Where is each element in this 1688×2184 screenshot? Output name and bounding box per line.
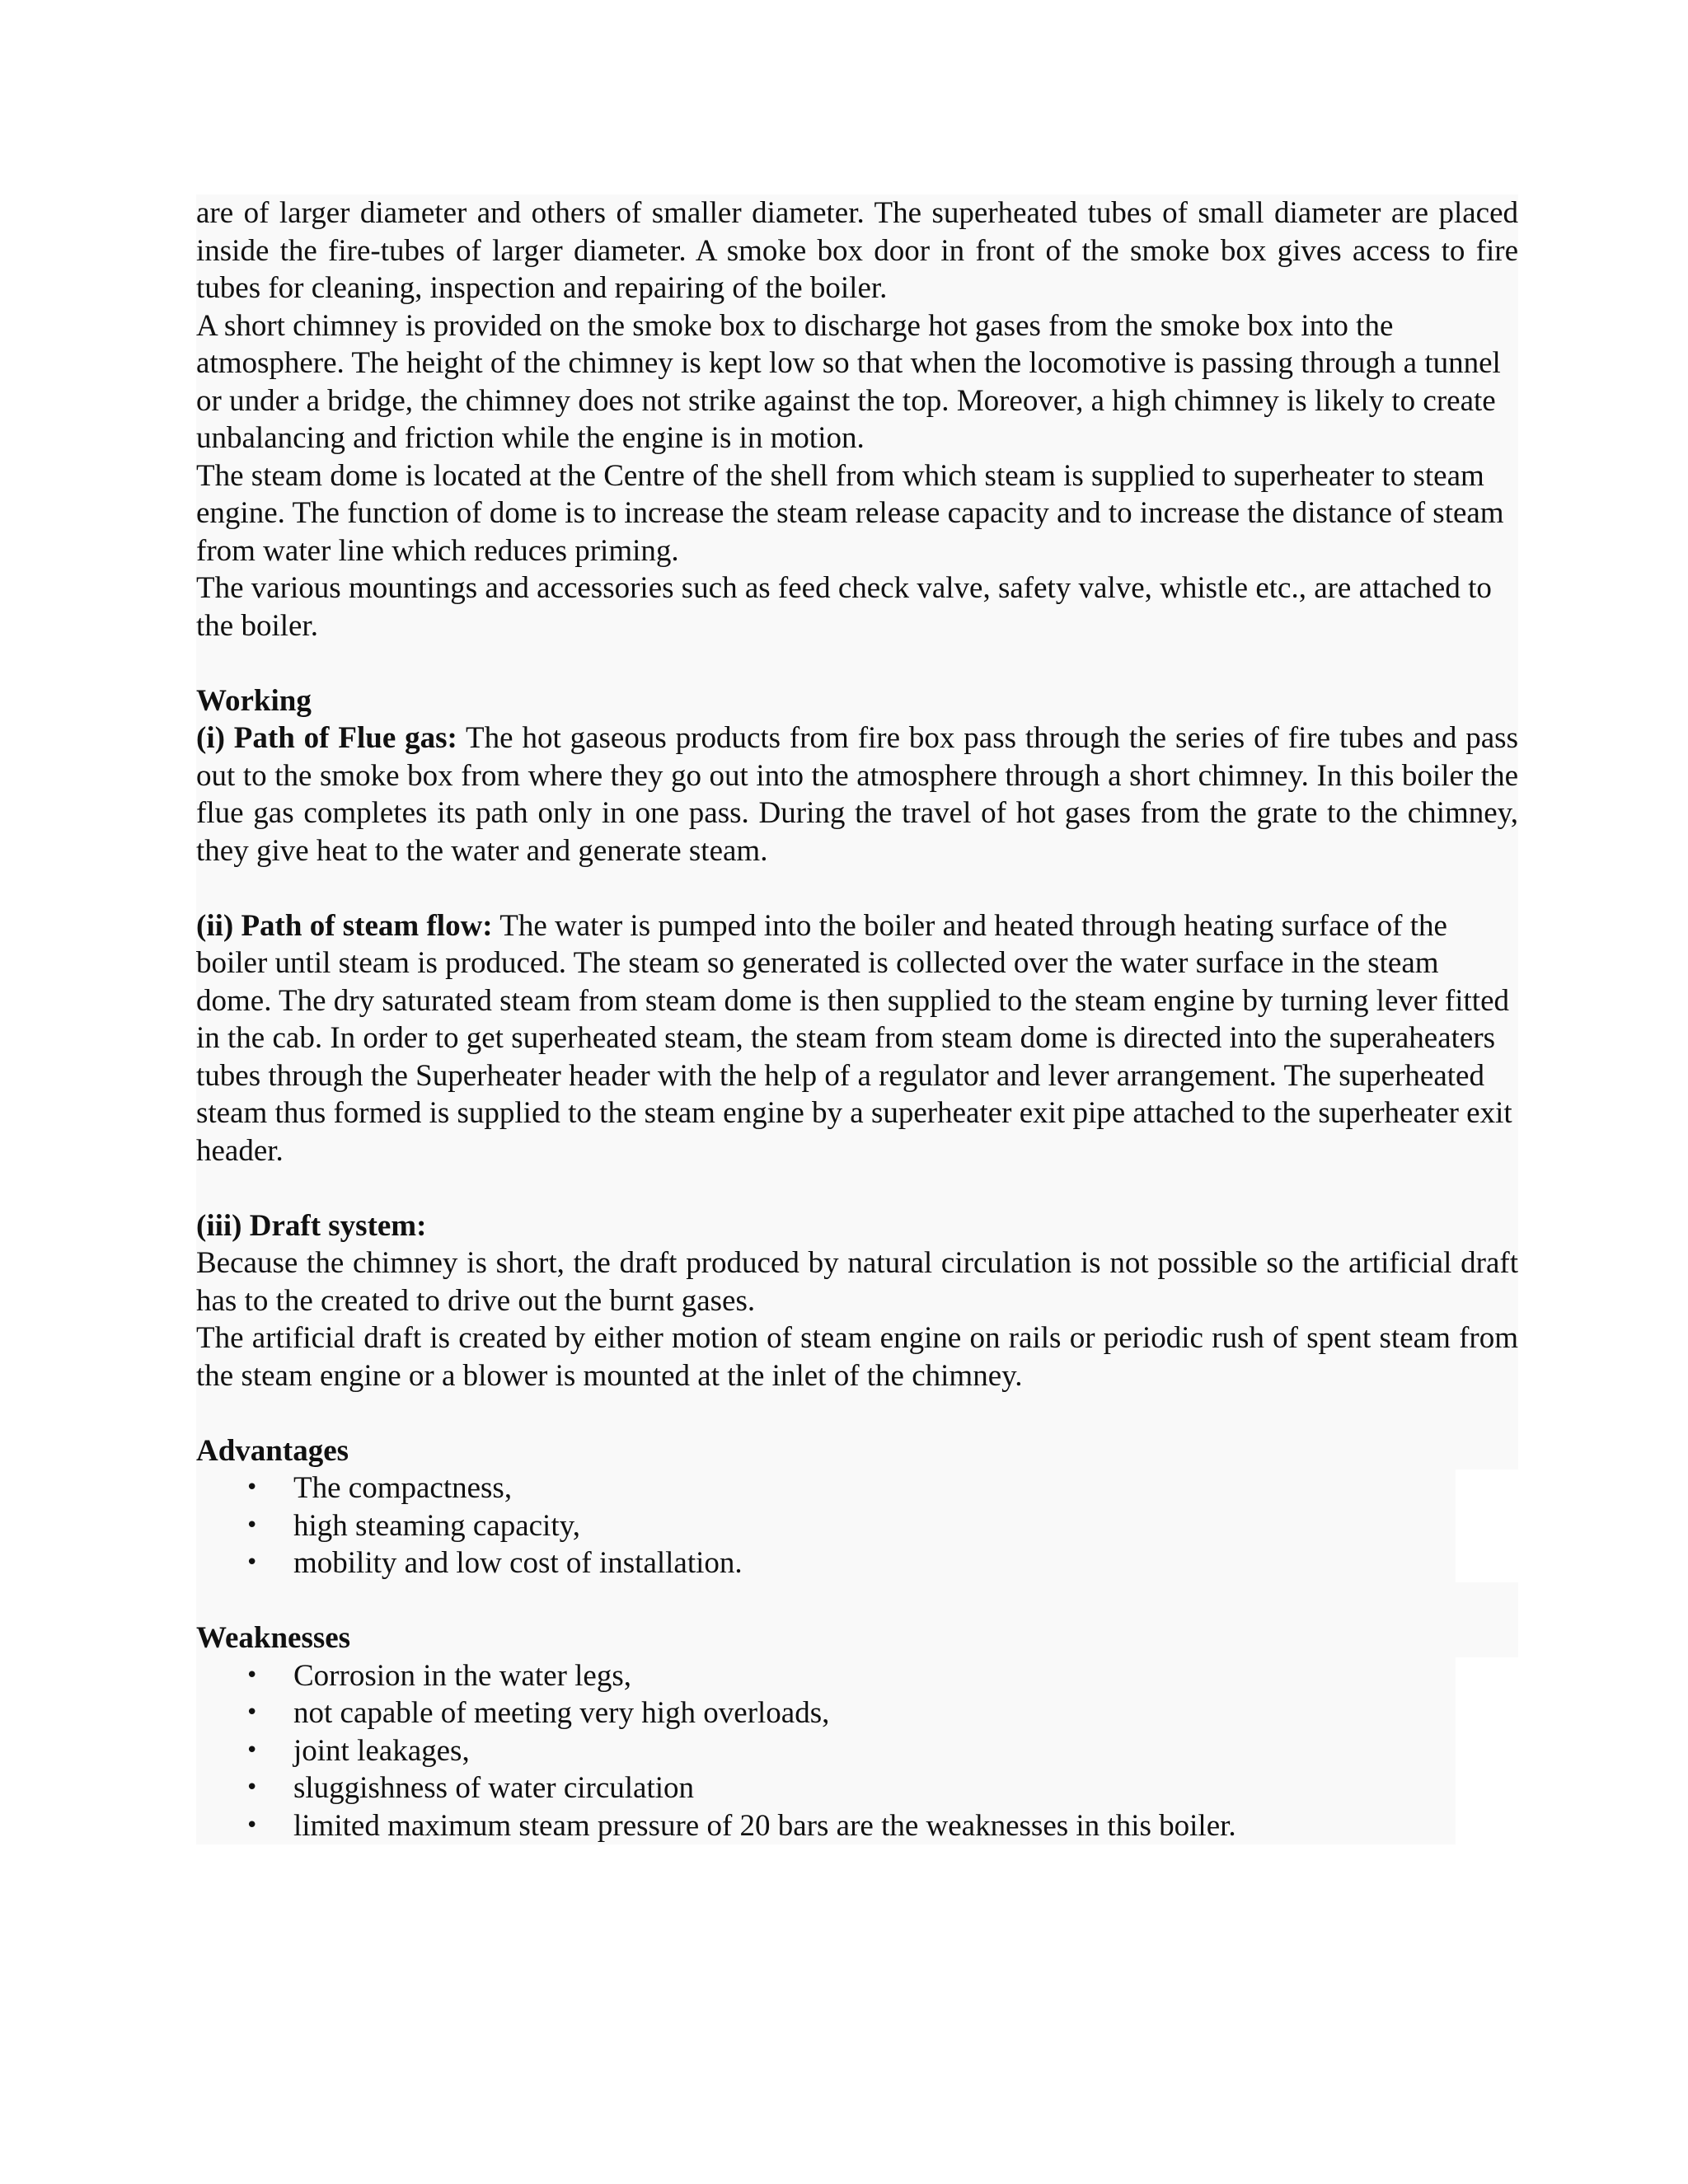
label-steam-flow: (ii) Path of steam flow: <box>196 908 493 943</box>
spacer <box>196 1169 1518 1207</box>
list-item <box>196 1807 1456 1845</box>
paragraph-chimney: A short chimney is provided on the smoke box to discharge hot gases from the smoke box into the atmosphere. The height of the chimney is kept low so that when the locomotive is passing through a tunnel or under a bridge, the chimney does not strike against the top. Moreover, a high chimney is likely to create unbalancing and friction while the engine is in motion. <box>196 308 1501 455</box>
weaknesses-list <box>196 1657 1456 1845</box>
paragraph-draft-artificial: The artificial draft is created by either motion of steam engine on rails or periodic rush of spent steam from the steam engine or a blower is mounted at the inlet of the chimney. <box>196 1321 1518 1393</box>
heading-weaknesses: Weaknesses <box>196 1621 351 1655</box>
list-item <box>196 1507 1456 1545</box>
heading-working: Working <box>196 683 312 718</box>
text-steam-flow: The water is pumped into the boiler and heated through heating surface of the boiler until steam is produced. The steam so generated is collected over the water surface in the steam dome. The dry saturated steam from steam dome is then supplied to the steam engine by turning lever fitted in the cab. In order to get superheated steam, the steam from steam dome is directed into the superaheaters tubes through the Superheater header with the help of a regulator and lever arrangement. The superheated steam thus formed is supplied to the steam engine by a superheater exit pipe attached to the superheater exit header. <box>196 908 1512 1168</box>
list-item-text: high steaming capacity, <box>293 1508 580 1543</box>
paragraph-draft-natural: Because the chimney is short, the draft produced by natural circulation is not possible so the artificial draft has to the created to drive out the burnt gases. <box>196 1246 1518 1318</box>
bullet-icon: • <box>246 1775 259 1800</box>
spacer <box>196 869 1518 907</box>
list-item <box>196 1544 1456 1582</box>
list-item <box>196 1732 1456 1770</box>
document-page <box>196 194 1518 1844</box>
list-item-text: Corrosion in the water legs, <box>293 1658 631 1693</box>
label-flue-gas: (i) Path of Flue gas: <box>196 721 457 755</box>
paragraph-flue-gas <box>196 719 1518 869</box>
list-item <box>196 1694 1456 1732</box>
text-flue-gas: The hot gaseous products from fire box pass through the series of fire tubes and pass out to the smoke box from where they go out into the atmosphere through a short chimney. In this boiler the flue gas completes its path only in one pass. During the travel of hot gases from the grate to the chimney, they give heat to the water and generate steam. <box>196 721 1518 868</box>
heading-advantages: Advantages <box>196 1433 349 1468</box>
paragraph-steam-dome: The steam dome is located at the Centre of the shell from which steam is supplied to superheater to steam engine. The function of dome is to increase the steam release capacity and to increase the distance of steam from water line which reduces priming. <box>196 458 1504 568</box>
list-item-text: mobility and low cost of installation. <box>293 1546 743 1580</box>
list-item-text: limited maximum steam pressure of 20 bars are the weaknesses in this boiler. <box>293 1808 1236 1843</box>
paragraph-steam-flow <box>196 907 1518 1170</box>
spacer <box>196 1582 1518 1620</box>
spacer <box>196 644 1518 682</box>
paragraph-tubes: are of larger diameter and others of smaller diameter. The superheated tubes of small diameter are placed inside the fire-tubes of larger diameter. A smoke box door in front of the smoke box gives access to fire tubes for cleaning, inspection and repairing of the boiler. <box>196 196 1518 305</box>
list-item <box>196 1657 1456 1695</box>
list-item <box>196 1469 1456 1507</box>
paragraph-mountings: The various mountings and accessories such as feed check valve, safety valve, whistle etc., are attached to the boiler. <box>196 571 1492 643</box>
bullet-icon: • <box>246 1662 259 1688</box>
bullet-icon: • <box>246 1737 259 1763</box>
intro-section <box>196 194 1518 1469</box>
bullet-icon: • <box>246 1550 259 1575</box>
bullet-icon: • <box>246 1512 259 1538</box>
list-item-text: joint leakages, <box>293 1733 470 1768</box>
spacer <box>196 1394 1518 1432</box>
list-item <box>196 1769 1456 1807</box>
list-item-text: The compactness, <box>293 1471 513 1505</box>
bullet-icon: • <box>246 1475 259 1500</box>
advantages-list <box>196 1469 1456 1582</box>
bullet-icon: • <box>246 1812 259 1838</box>
list-item-text: not capable of meeting very high overloads, <box>293 1696 830 1730</box>
heading-draft-system: (iii) Draft system: <box>196 1208 427 1243</box>
list-item-text: sluggishness of water circulation <box>293 1771 695 1805</box>
weaknesses-heading-block <box>196 1582 1518 1657</box>
bullet-icon: • <box>246 1700 259 1725</box>
